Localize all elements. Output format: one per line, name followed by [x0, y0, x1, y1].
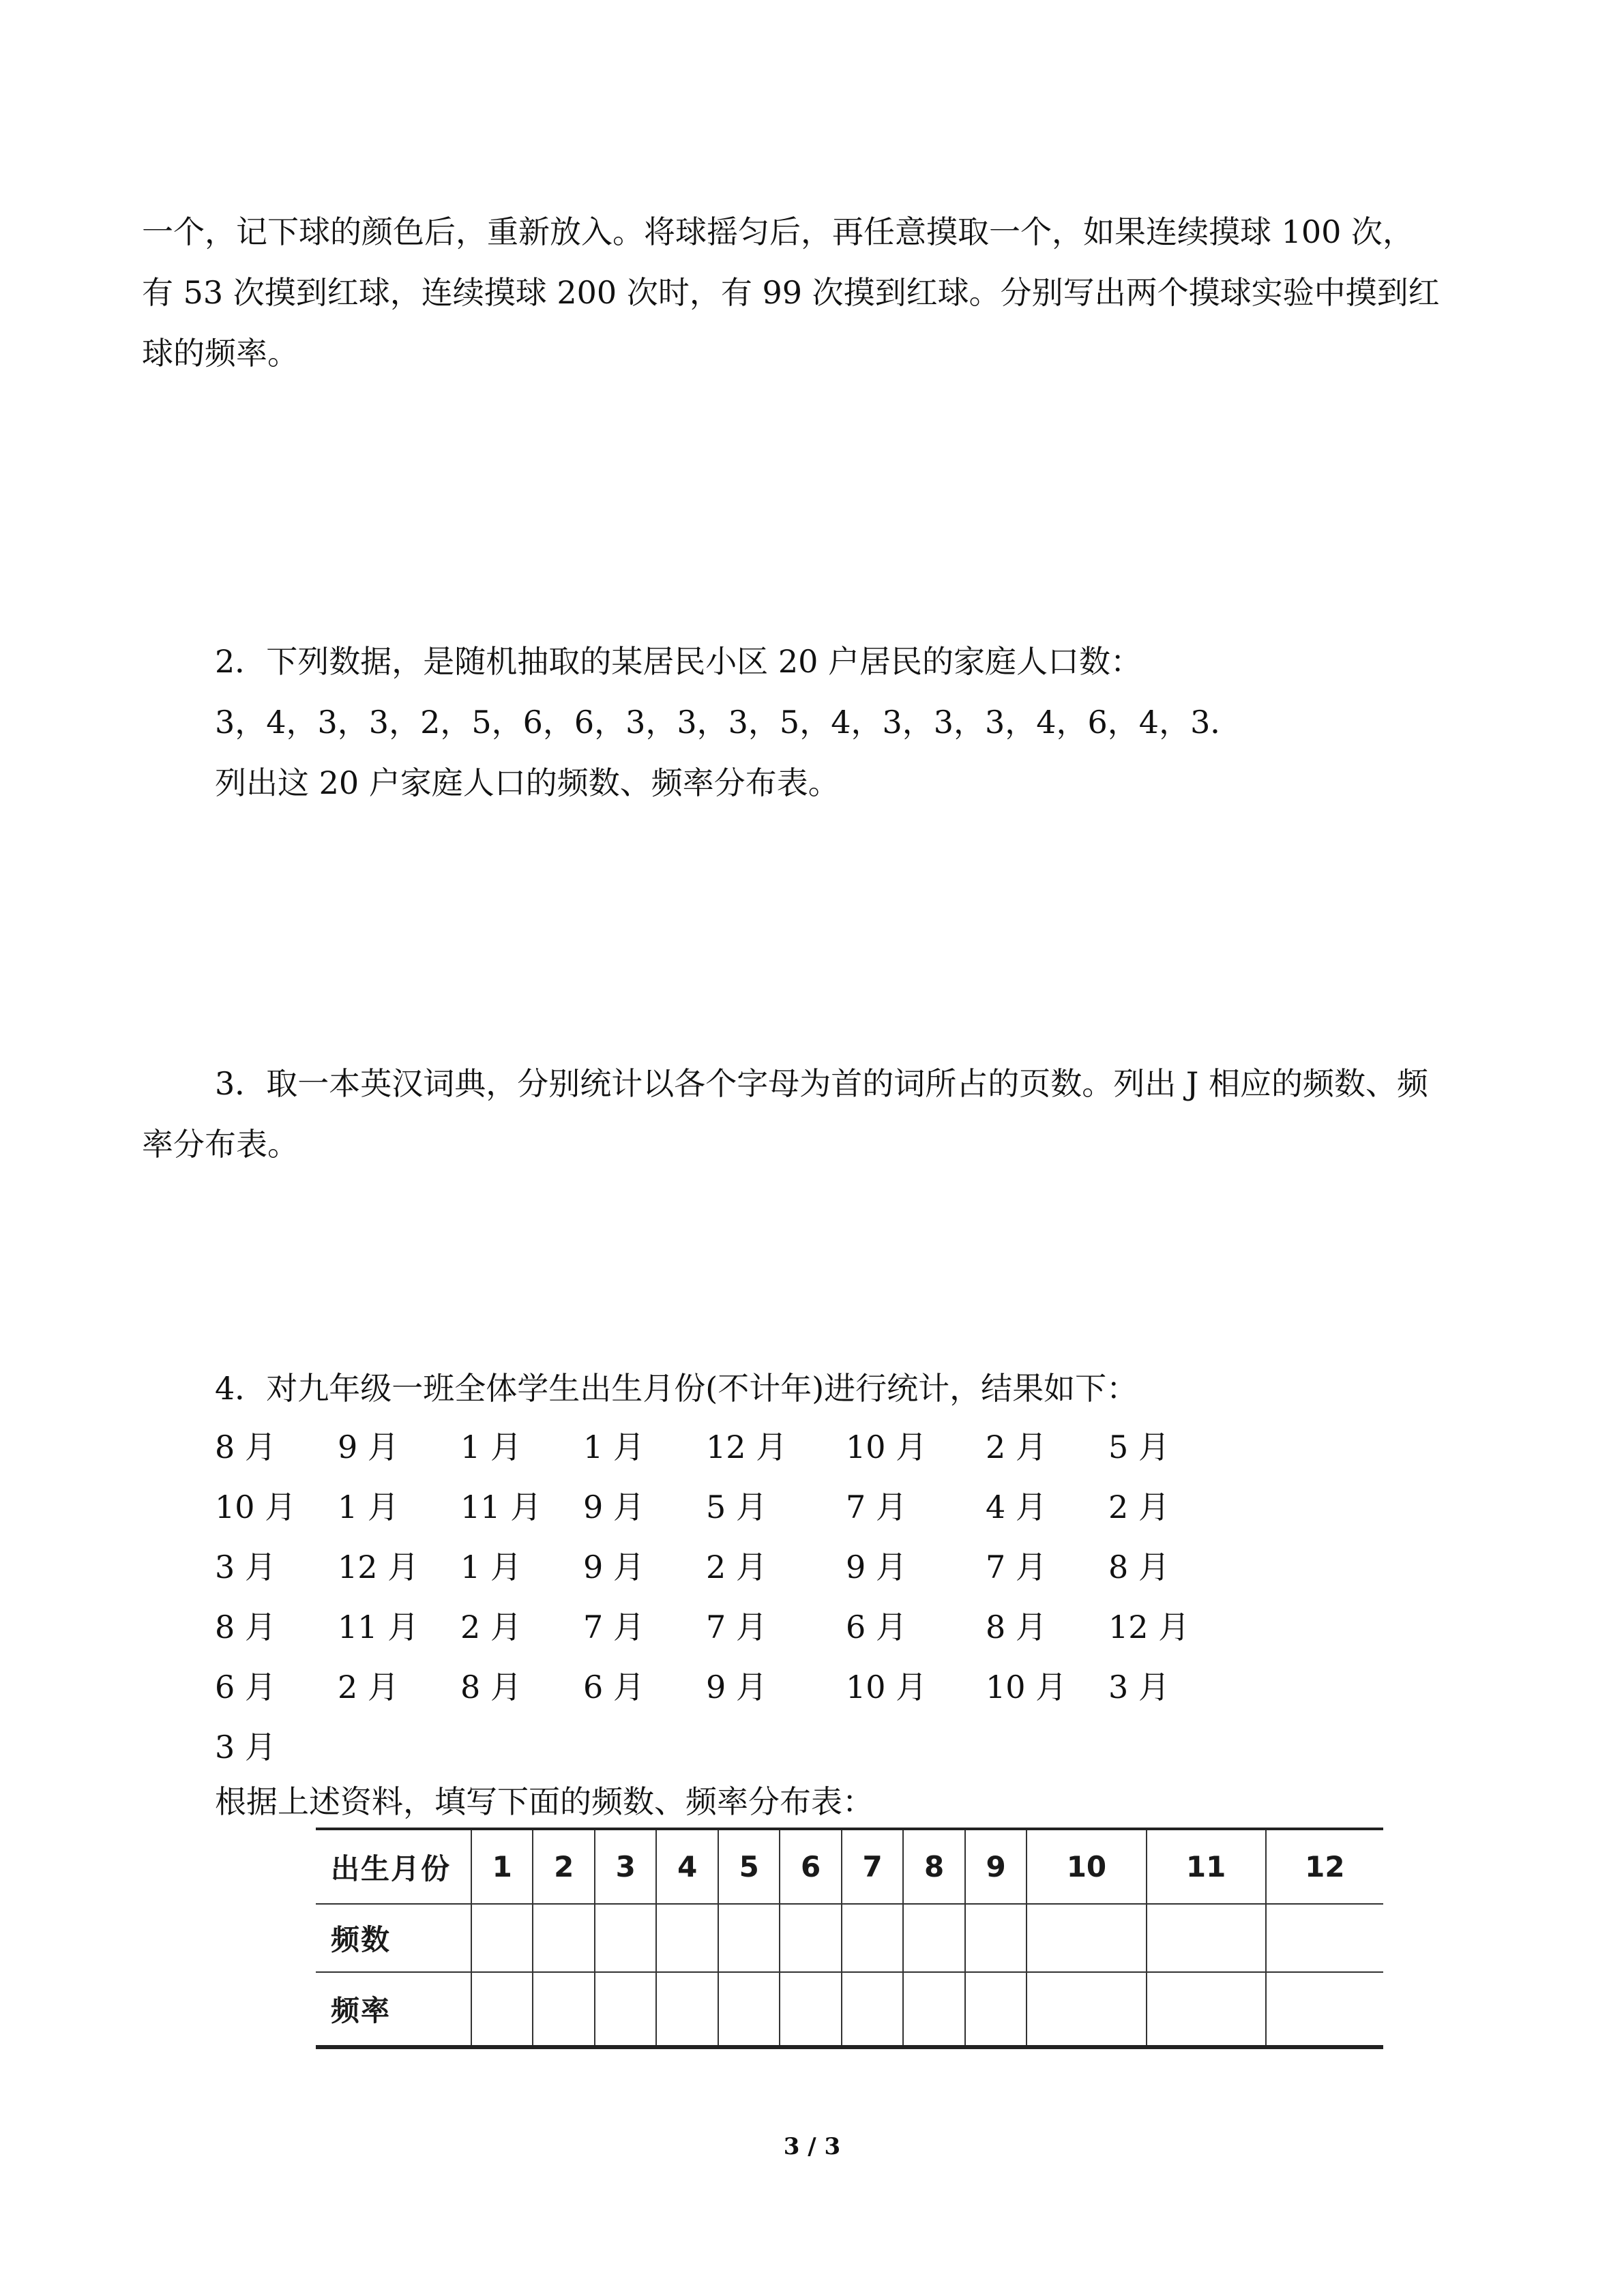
month-entry: 6 月	[215, 1669, 276, 1705]
answer-cell[interactable]	[718, 1904, 780, 1972]
month-entry: 6 月	[846, 1609, 907, 1645]
table-row-header	[316, 1829, 1383, 1904]
q1-line-1: 一个，记下球的颜色后，重新放入。将球摇匀后，再任意摸取一个，如果连续摸球 100 次，	[142, 213, 1415, 250]
header-label: 出生月份	[316, 1829, 471, 1904]
month-entry: 5 月	[1108, 1429, 1170, 1465]
answer-cell[interactable]	[965, 1972, 1027, 2047]
answer-cell[interactable]	[903, 1904, 964, 1972]
month-entry: 8 月	[215, 1429, 276, 1465]
month-col-7: 7	[842, 1829, 903, 1904]
q1-line-3: 球的频率。	[142, 335, 299, 372]
answer-cell[interactable]	[656, 1972, 718, 2047]
answer-cell[interactable]	[780, 1972, 841, 2047]
month-entry: 2 月	[986, 1429, 1047, 1465]
answer-cell[interactable]	[842, 1972, 903, 2047]
month-entry: 10 月	[846, 1669, 928, 1705]
answer-cell[interactable]	[1027, 1904, 1146, 1972]
answer-cell[interactable]	[533, 1972, 594, 2047]
month-entry: 9 月	[846, 1549, 907, 1585]
answer-cell[interactable]	[595, 1904, 656, 1972]
month-entry: 2 月	[1108, 1489, 1170, 1525]
month-entry: 8 月	[986, 1609, 1047, 1645]
answer-cell[interactable]	[1147, 1904, 1266, 1972]
month-entry: 10 月	[846, 1429, 928, 1465]
q3-line-1: 3．取一本英汉词典，分别统计以各个字母为首的词所占的页数。列出 J 相应的频数、频	[215, 1065, 1428, 1102]
answer-cell[interactable]	[533, 1904, 594, 1972]
month-col-11: 11	[1147, 1829, 1266, 1904]
month-entry: 6 月	[583, 1669, 645, 1705]
month-entry: 4 月	[986, 1489, 1047, 1525]
month-col-8: 8	[903, 1829, 964, 1904]
month-entry: 2 月	[338, 1669, 399, 1705]
month-entry: 2 月	[460, 1609, 522, 1645]
answer-cell[interactable]	[903, 1972, 964, 2047]
month-entry: 1 月	[460, 1429, 522, 1465]
q1-line-2: 有 53 次摸到红球，连续摸球 200 次时，有 99 次摸到红球。分别写出两个摸球实验中摸到红	[142, 274, 1440, 311]
month-entry: 7 月	[986, 1549, 1047, 1585]
answer-cell[interactable]	[471, 1904, 533, 1972]
month-entry: 10 月	[215, 1489, 297, 1525]
month-entry: 2 月	[706, 1549, 767, 1585]
month-col-5: 5	[718, 1829, 780, 1904]
answer-cell[interactable]	[1266, 1972, 1383, 2047]
month-entry: 8 月	[1108, 1549, 1170, 1585]
month-entry: 7 月	[846, 1489, 907, 1525]
month-entry: 5 月	[706, 1489, 767, 1525]
table-row-frequency-count	[316, 1904, 1383, 1972]
month-entry: 8 月	[215, 1609, 276, 1645]
month-entry: 9 月	[583, 1549, 645, 1585]
month-entry: 12 月	[338, 1549, 419, 1585]
table-row-frequency-rate	[316, 1972, 1383, 2047]
answer-cell[interactable]	[842, 1904, 903, 1972]
q2-line-3: 列出这 20 户家庭人口的频数、频率分布表。	[215, 764, 840, 801]
month-col-9: 9	[965, 1829, 1027, 1904]
frequency-rate-label: 频率	[316, 1972, 471, 2047]
month-col-12: 12	[1266, 1829, 1383, 1904]
month-entry: 3 月	[1108, 1669, 1170, 1705]
month-entry: 1 月	[460, 1549, 522, 1585]
answer-cell[interactable]	[595, 1972, 656, 2047]
answer-cell[interactable]	[780, 1904, 841, 1972]
answer-cell[interactable]	[471, 1972, 533, 2047]
month-entry: 3 月	[215, 1549, 276, 1585]
q4-instruction: 根据上述资料，填写下面的频数、频率分布表：	[215, 1783, 874, 1820]
month-entry: 7 月	[583, 1609, 645, 1645]
answer-cell[interactable]	[718, 1972, 780, 2047]
month-entry: 11 月	[338, 1609, 419, 1645]
month-col-3: 3	[595, 1829, 656, 1904]
month-entry: 8 月	[460, 1669, 522, 1705]
month-col-2: 2	[533, 1829, 594, 1904]
answer-cell[interactable]	[1266, 1904, 1383, 1972]
answer-cell[interactable]	[1027, 1972, 1146, 2047]
page-number: 3 / 3	[783, 2133, 841, 2160]
month-entry: 7 月	[706, 1609, 767, 1645]
month-col-10: 10	[1027, 1829, 1146, 1904]
month-col-1: 1	[471, 1829, 533, 1904]
q4-intro: 4．对九年级一班全体学生出生月份(不计年)进行统计，结果如下：	[215, 1370, 1138, 1407]
month-entry: 1 月	[338, 1489, 399, 1525]
month-col-4: 4	[656, 1829, 718, 1904]
q3-line-2: 率分布表。	[142, 1126, 299, 1163]
month-entry: 9 月	[583, 1489, 645, 1525]
frequency-count-label: 频数	[316, 1904, 471, 1972]
answer-cell[interactable]	[965, 1904, 1027, 1972]
frequency-table	[316, 1828, 1383, 2061]
answer-cell[interactable]	[656, 1904, 718, 1972]
month-entry: 12 月	[706, 1429, 788, 1465]
month-entry: 11 月	[460, 1489, 542, 1525]
month-entry: 3 月	[215, 1729, 276, 1765]
q2-line-1: 2．下列数据，是随机抽取的某居民小区 20 户居民的家庭人口数：	[215, 643, 1142, 680]
month-entry: 1 月	[583, 1429, 645, 1465]
month-entry: 9 月	[706, 1669, 767, 1705]
month-entry: 10 月	[986, 1669, 1067, 1705]
q2-line-2: 3，4，3，3，2，5，6，6，3，3，3，5，4，3，3，3，4，6，4，3．	[215, 704, 1242, 741]
month-col-6: 6	[780, 1829, 841, 1904]
answer-cell[interactable]	[1147, 1972, 1266, 2047]
month-entry: 9 月	[338, 1429, 399, 1465]
month-entry: 12 月	[1108, 1609, 1190, 1645]
